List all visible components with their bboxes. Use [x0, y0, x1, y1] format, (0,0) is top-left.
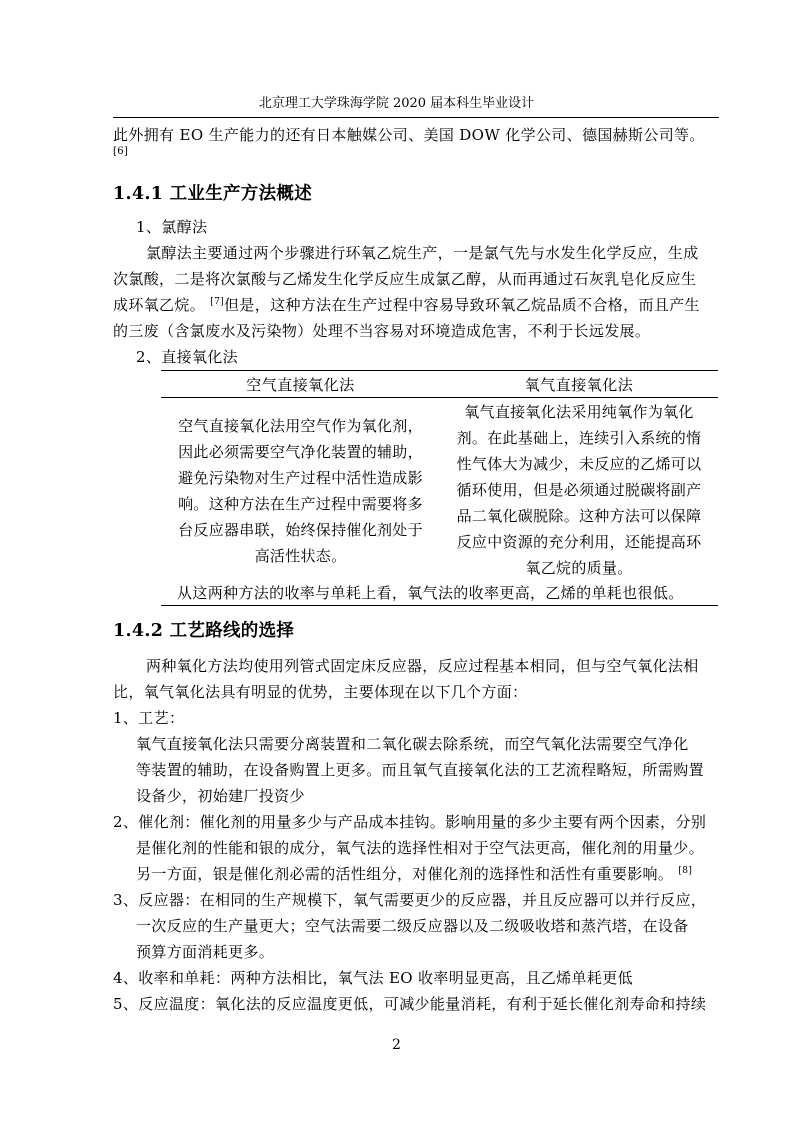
list-item-line: 5、反应温度：氧化法的反应温度更低，可减少能量消耗，有利于延长催化剂寿命和持续 [113, 995, 707, 1013]
header-rule [113, 117, 719, 118]
list-item-line: 3、反应器：在相同的生产规模下，氧气需要更少的反应器，并且反应器可以并行反应， [113, 891, 707, 909]
table-cell-oxygen: 氧气直接氧化法采用纯氧作为氧化 剂。在此基础上，连续引入系统的惰 性气体大为减少，未反应的乙烯可以 循环使用，但是必须通过脱碳将副产 品二氧化碳脱除。这种方法可以保障 反应中资源的充分利用，还能提高环 氧乙烷的质量。 [456, 403, 702, 577]
intro-ref: [6] [113, 146, 129, 157]
list-item-line: 氧气直接氧化法只需要分离装置和二氧化碳去除系统，而空气氧化法需要空气净化 [136, 735, 689, 753]
item-heading-chlorohydrin: 1、氯醇法 [136, 218, 208, 236]
list-item-line: 预算方面消耗更多。 [136, 943, 275, 961]
table-rule-mid [161, 397, 718, 398]
table-header-oxygen: 氧气直接氧化法 [524, 376, 634, 394]
list-item-line: 设备少，初始建厂投资少 [136, 787, 305, 805]
para-line: 成环氧乙烷。 [7]但是，这种方法在生产过程中容易导致环氧乙烷品质不合格，而且产生 [113, 296, 700, 314]
para-line: 两种氧化方法均使用列管式固定床反应器，反应过程基本相同，但与空气氧化法相 [146, 657, 699, 675]
page-number: 2 [392, 1037, 401, 1053]
para-line: 的三废（含氯废水及污染物）处理不当容易对环境造成危害，不利于长远发展。 [113, 322, 651, 340]
table-rule-top [161, 370, 718, 371]
list-item-line: 一次反应的生产量更大；空气法需要二级反应器以及二级吸收塔和蒸汽塔，在设备 [136, 917, 689, 935]
list-item-heading: 1、工艺： [113, 709, 185, 727]
citation-ref: [8] [678, 866, 693, 876]
section-title-1-4-2: 1.4.2 工艺路线的选择 [113, 621, 295, 641]
list-item-line: 是催化剂的性能和银的成分，氧气法的选择性相对于空气法更高，催化剂的用量少。 [136, 839, 704, 857]
list-item-line: 等装置的辅助，在设备购置上更多。而且氧气直接氧化法的工艺流程略短，所需购置 [136, 761, 704, 779]
item-heading-direct-oxidation: 2、直接氧化法 [136, 348, 238, 366]
list-item-line: 4、收率和单耗：两种方法相比，氧气法 EO 收率明显更高，且乙烯单耗更低 [113, 969, 633, 987]
table-summary: 从这两种方法的收率与单耗上看，氧气法的收率更高，乙烯的单耗也很低。 [177, 584, 684, 602]
table-rule-bottom [161, 605, 718, 606]
para-line: 氯醇法主要通过两个步骤进行环氧乙烷生产，一是氯气先与水发生化学反应，生成 [146, 244, 699, 262]
intro-line: 此外拥有 EO 生产能力的还有日本触媒公司、美国 DOW 化学公司、德国赫斯公司等。 [113, 126, 705, 144]
list-item-line: 2、催化剂：催化剂的用量多少与产品成本挂钩。影响用量的多少主要有两个因素，分别 [113, 813, 707, 831]
list-item-line: 另一方面，银是催化剂必需的活性组分，对催化剂的选择性和活性有重要影响。 [8] [136, 865, 693, 883]
citation-ref: [7] [210, 297, 225, 307]
table-header-air: 空气直接氧化法 [246, 376, 355, 394]
para-line: 比，氧气氧化法具有明显的优势，主要体现在以下几个方面： [113, 683, 528, 701]
page-header: 北京理工大学珠海学院 2020 届本科生毕业设计 [258, 96, 535, 111]
table-cell-air: 空气直接氧化法用空气作为氧化剂， 因此必须需要空气净化装置的辅助， 避免污染物对生产过程中活性造成影 响。这种方法在生产过程中需要将多 台反应器串联，始终保持催化剂处于 高活性状态。 [178, 417, 423, 565]
para-line: 次氯酸，二是将次氯酸与乙烯发生化学反应生成氯乙醇，从而再通过石灰乳皂化反应生 [113, 270, 697, 288]
section-title-1-4-1: 1.4.1 工业生产方法概述 [113, 184, 313, 204]
